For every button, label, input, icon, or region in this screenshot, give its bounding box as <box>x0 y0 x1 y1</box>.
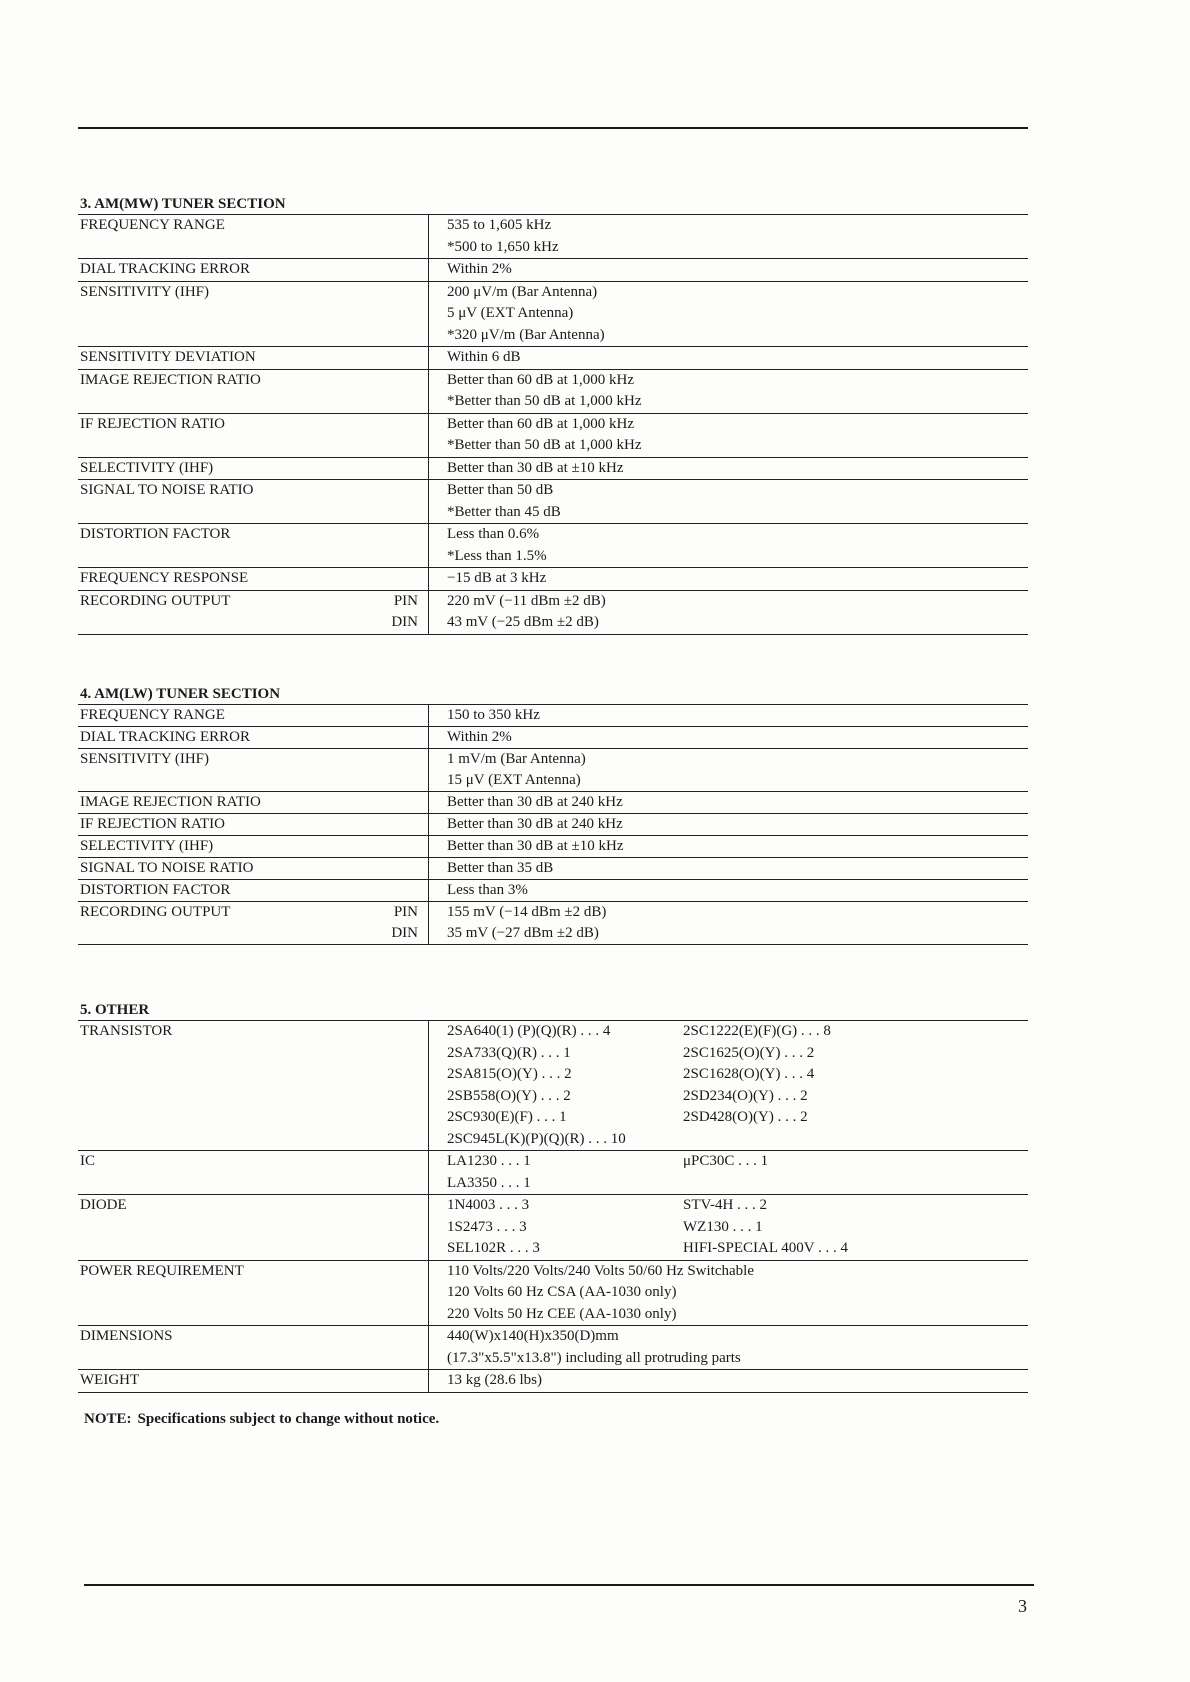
spec-value: *500 to 1,650 kHz <box>447 238 559 255</box>
spec-row <box>78 1326 1028 1370</box>
spec-value: *Less than 1.5% <box>447 547 547 564</box>
section-title: 3. AM(MW) TUNER SECTION <box>80 196 286 212</box>
spec-label-cell <box>78 1370 360 1393</box>
spec-label: DIMENSIONS <box>80 1328 173 1344</box>
spec-value: Within 6 dB <box>447 349 521 365</box>
spec-value: 1 mV/m (Bar Antenna) <box>447 751 586 767</box>
spec-label-cell <box>78 902 360 945</box>
spec-value-pair <box>447 1238 1028 1260</box>
section-other <box>78 1000 1028 1393</box>
spec-values-cell <box>429 705 1029 727</box>
spec-value: WZ130 . . . 1 <box>683 1218 763 1235</box>
spec-label: DIODE <box>80 1197 127 1213</box>
spec-row <box>78 836 1028 858</box>
spec-value: 2SA640(1) (P)(Q)(R) . . . 4 <box>447 1023 611 1039</box>
spec-label: DIAL TRACKING ERROR <box>80 261 251 277</box>
spec-label: RECORDING OUTPUT <box>80 904 231 920</box>
spec-row <box>78 858 1028 880</box>
spec-row <box>78 705 1028 727</box>
spec-sublabel: DIN <box>391 925 418 941</box>
spec-label-cell <box>78 568 360 591</box>
spec-row <box>78 792 1028 814</box>
spec-value: μPC30C . . . 1 <box>683 1153 769 1169</box>
spec-sub-cell <box>360 880 429 902</box>
spec-value: LA3350 . . . 1 <box>447 1174 531 1191</box>
spec-value: 2SD428(O)(Y) . . . 2 <box>683 1109 808 1125</box>
spec-label-cell <box>78 836 360 858</box>
spec-values-cell <box>429 347 1029 370</box>
spec-value: 220 Volts 50 Hz CEE (AA-1030 only) <box>447 1305 677 1322</box>
spec-label: SELECTIVITY (IHF) <box>80 459 214 476</box>
spec-label: IMAGE REJECTION RATIO <box>80 794 261 810</box>
spec-sublabel: DIN <box>391 614 418 630</box>
spec-sub-cell <box>360 749 429 792</box>
spec-value: 110 Volts/220 Volts/240 Volts 50/60 Hz Switchable <box>447 1262 754 1279</box>
spec-label: POWER REQUIREMENT <box>80 1262 244 1279</box>
spec-value-pair <box>447 1129 1028 1151</box>
spec-label-cell <box>78 1326 360 1370</box>
spec-table <box>78 214 1028 635</box>
spec-label: SENSITIVITY (IHF) <box>80 751 210 767</box>
spec-label: DISTORTION FACTOR <box>80 526 231 542</box>
spec-value-pair <box>447 1021 1028 1043</box>
spec-value: 2SD234(O)(Y) . . . 2 <box>683 1087 808 1104</box>
spec-label-cell <box>78 480 360 524</box>
spec-values-cell <box>429 792 1029 814</box>
spec-sub-cell <box>360 705 429 727</box>
spec-sublabel: PIN <box>393 904 418 920</box>
spec-value-pair <box>447 1064 1028 1086</box>
spec-label-cell <box>78 1195 360 1261</box>
spec-value: 13 kg (28.6 lbs) <box>447 1372 542 1388</box>
spec-values-cell <box>429 727 1029 749</box>
spec-label-cell <box>78 880 360 902</box>
spec-label: FREQUENCY RANGE <box>80 707 225 723</box>
spec-values-cell <box>429 1326 1029 1370</box>
spec-table <box>78 1020 1028 1393</box>
spec-value: *Better than 45 dB <box>447 503 561 520</box>
spec-sub-cell <box>360 727 429 749</box>
spec-label-cell <box>78 259 360 282</box>
spec-value: Better than 30 dB at ±10 kHz <box>447 459 624 476</box>
spec-row <box>78 880 1028 902</box>
spec-value: Better than 30 dB at ±10 kHz <box>447 838 624 854</box>
spec-row <box>78 1370 1028 1393</box>
spec-values-cell <box>429 524 1029 568</box>
spec-label: SENSITIVITY (IHF) <box>80 283 210 300</box>
spec-sub-cell <box>360 1370 429 1393</box>
spec-value: 2SC1625(O)(Y) . . . 2 <box>683 1044 815 1061</box>
spec-label-cell <box>78 457 360 480</box>
spec-row <box>78 259 1028 282</box>
section-title: 5. OTHER <box>80 1002 150 1018</box>
spec-values-cell <box>429 369 1029 413</box>
spec-label-cell <box>78 749 360 792</box>
spec-label: WEIGHT <box>80 1372 140 1388</box>
spec-value: 2SA815(O)(Y) . . . 2 <box>447 1066 572 1082</box>
spec-label: TRANSISTOR <box>80 1023 173 1039</box>
spec-label: IMAGE REJECTION RATIO <box>80 371 261 388</box>
spec-sub-cell <box>360 1260 429 1326</box>
spec-sub-cell <box>360 590 429 634</box>
spec-sub-cell <box>360 858 429 880</box>
spec-value: Better than 35 dB <box>447 860 554 876</box>
spec-values-cell <box>429 457 1029 480</box>
spec-values-cell <box>429 259 1029 282</box>
spec-sub-cell <box>360 792 429 814</box>
spec-value: *Better than 50 dB at 1,000 kHz <box>447 437 642 453</box>
spec-label-cell <box>78 705 360 727</box>
spec-label: IC <box>80 1153 95 1169</box>
spec-label-cell <box>78 814 360 836</box>
spec-value-pair <box>447 1043 1028 1065</box>
section-title: 4. AM(LW) TUNER SECTION <box>80 686 281 702</box>
spec-row <box>78 814 1028 836</box>
spec-sub-cell <box>360 281 429 347</box>
spec-value: 200 μV/m (Bar Antenna) <box>447 283 598 300</box>
spec-values-cell <box>429 749 1029 792</box>
spec-value: Less than 3% <box>447 882 528 898</box>
spec-label-cell <box>78 727 360 749</box>
spec-sub-cell <box>360 480 429 524</box>
spec-row <box>78 457 1028 480</box>
spec-row <box>78 281 1028 347</box>
spec-value: 2SA733(Q)(R) . . . 1 <box>447 1044 571 1061</box>
spec-sub-cell <box>360 568 429 591</box>
spec-label: DIAL TRACKING ERROR <box>80 729 251 745</box>
spec-values-cell <box>429 215 1029 259</box>
spec-value: 2SB558(O)(Y) . . . 2 <box>447 1087 571 1104</box>
spec-sub-cell <box>360 259 429 282</box>
spec-values-cell <box>429 281 1029 347</box>
spec-value: Within 2% <box>447 261 512 277</box>
spec-value: Better than 30 dB at 240 kHz <box>447 794 623 810</box>
spec-row <box>78 480 1028 524</box>
spec-label-cell <box>78 1021 360 1151</box>
spec-value: Less than 0.6% <box>447 526 540 542</box>
spec-sub-cell <box>360 369 429 413</box>
spec-sublabel: PIN <box>393 592 418 609</box>
section-am-lw-tuner <box>78 684 1028 945</box>
spec-row <box>78 902 1028 945</box>
spec-value: 120 Volts 60 Hz CSA (AA-1030 only) <box>447 1284 677 1300</box>
spec-label: SENSITIVITY DEVIATION <box>80 349 256 365</box>
spec-row <box>78 749 1028 792</box>
spec-value-pair <box>447 1151 1028 1173</box>
spec-value: Better than 60 dB at 1,000 kHz <box>447 415 635 432</box>
bottom-rule <box>84 1584 1034 1586</box>
spec-value: 440(W)x140(H)x350(D)mm <box>447 1328 619 1344</box>
spec-value: LA1230 . . . 1 <box>447 1153 531 1169</box>
spec-value: 35 mV (−27 dBm ±2 dB) <box>447 925 599 941</box>
spec-values-cell <box>429 1021 1029 1151</box>
spec-row <box>78 524 1028 568</box>
spec-value: −15 dB at 3 kHz <box>447 570 547 586</box>
spec-label: SELECTIVITY (IHF) <box>80 838 214 854</box>
spec-value: 2SC1628(O)(Y) . . . 4 <box>683 1066 815 1082</box>
spec-value: (17.3"x5.5"x13.8") including all protruding parts <box>447 1349 741 1366</box>
spec-row <box>78 568 1028 591</box>
spec-value: Better than 60 dB at 1,000 kHz <box>447 371 635 388</box>
spec-value: 2SC945L(K)(P)(Q)(R) . . . 10 <box>447 1130 626 1147</box>
spec-label-cell <box>78 524 360 568</box>
spec-row <box>78 413 1028 457</box>
spec-label: SIGNAL TO NOISE RATIO <box>80 860 254 876</box>
spec-sub-cell <box>360 457 429 480</box>
spec-label-cell <box>78 858 360 880</box>
spec-row <box>78 347 1028 370</box>
spec-values-cell <box>429 836 1029 858</box>
spec-values-cell <box>429 590 1029 634</box>
spec-values-cell <box>429 480 1029 524</box>
spec-label-cell <box>78 413 360 457</box>
spec-values-cell <box>429 413 1029 457</box>
spec-label-cell <box>78 1151 360 1195</box>
spec-value: STV-4H . . . 2 <box>683 1197 768 1213</box>
spec-value-pair <box>447 1195 1028 1217</box>
spec-label: SIGNAL TO NOISE RATIO <box>80 482 254 498</box>
spec-label-cell <box>78 281 360 347</box>
spec-row <box>78 369 1028 413</box>
spec-label: FREQUENCY RESPONSE <box>80 570 249 586</box>
spec-sub-cell <box>360 413 429 457</box>
spec-values-cell <box>429 880 1029 902</box>
spec-value: 155 mV (−14 dBm ±2 dB) <box>447 904 607 920</box>
spec-value-pair <box>447 1217 1028 1239</box>
spec-values-cell <box>429 1370 1029 1393</box>
spec-sub-cell <box>360 1021 429 1151</box>
spec-table <box>78 704 1028 945</box>
spec-row <box>78 1260 1028 1326</box>
spec-values-cell <box>429 858 1029 880</box>
spec-label: FREQUENCY RANGE <box>80 217 225 233</box>
spec-row <box>78 727 1028 749</box>
spec-value: 150 to 350 kHz <box>447 707 540 723</box>
spec-sub-cell <box>360 902 429 945</box>
spec-values-cell <box>429 814 1029 836</box>
spec-label: DISTORTION FACTOR <box>80 882 231 898</box>
spec-row <box>78 215 1028 259</box>
spec-row <box>78 590 1028 634</box>
note-lead: NOTE: <box>84 1411 132 1427</box>
spec-sub-cell <box>360 524 429 568</box>
spec-sub-cell <box>360 814 429 836</box>
note <box>84 1411 439 1428</box>
spec-value: 2SC1222(E)(F)(G) . . . 8 <box>683 1023 831 1039</box>
spec-value-pair <box>447 1086 1028 1108</box>
note-text: Specifications subject to change without notice. <box>137 1411 440 1427</box>
spec-value-pair <box>447 1107 1028 1129</box>
spec-value: *Better than 50 dB at 1,000 kHz <box>447 393 642 409</box>
spec-values-cell <box>429 1195 1029 1261</box>
spec-label-cell <box>78 1260 360 1326</box>
spec-sub-cell <box>360 1326 429 1370</box>
spec-value: 220 mV (−11 dBm ±2 dB) <box>447 592 606 609</box>
spec-sub-cell <box>360 1151 429 1195</box>
spec-value: 2SC930(E)(F) . . . 1 <box>447 1109 567 1125</box>
spec-label-cell <box>78 215 360 259</box>
spec-value: 1S2473 . . . 3 <box>447 1218 527 1235</box>
spec-label-cell <box>78 347 360 370</box>
spec-values-cell <box>429 568 1029 591</box>
spec-value: 5 μV (EXT Antenna) <box>447 305 574 321</box>
spec-value: 15 μV (EXT Antenna) <box>447 772 581 788</box>
spec-value-pair <box>447 1173 1028 1195</box>
spec-label-cell <box>78 369 360 413</box>
section-am-mw-tuner <box>78 194 1028 635</box>
spec-value: *320 μV/m (Bar Antenna) <box>447 326 605 343</box>
spec-value: Better than 30 dB at 240 kHz <box>447 816 623 832</box>
spec-value: HIFI-SPECIAL 400V . . . 4 <box>683 1240 849 1256</box>
spec-sub-cell <box>360 215 429 259</box>
spec-label: IF REJECTION RATIO <box>80 816 225 832</box>
spec-value: SEL102R . . . 3 <box>447 1240 540 1256</box>
top-rule <box>78 127 1028 129</box>
spec-sub-cell <box>360 347 429 370</box>
spec-values-cell <box>429 1151 1029 1195</box>
spec-label: IF REJECTION RATIO <box>80 415 225 432</box>
spec-label-cell <box>78 590 360 634</box>
spec-sub-cell <box>360 836 429 858</box>
spec-row <box>78 1195 1028 1261</box>
page-number: 3 <box>1018 1596 1027 1616</box>
spec-label-cell <box>78 792 360 814</box>
spec-value: 535 to 1,605 kHz <box>447 217 552 233</box>
spec-values-cell <box>429 1260 1029 1326</box>
spec-value: 1N4003 . . . 3 <box>447 1197 530 1213</box>
spec-value: Within 2% <box>447 729 512 745</box>
spec-value: Better than 50 dB <box>447 482 554 498</box>
spec-row <box>78 1151 1028 1195</box>
spec-value: 43 mV (−25 dBm ±2 dB) <box>447 614 599 630</box>
spec-sub-cell <box>360 1195 429 1261</box>
spec-values-cell <box>429 902 1029 945</box>
spec-label: RECORDING OUTPUT <box>80 592 231 609</box>
spec-row <box>78 1021 1028 1151</box>
